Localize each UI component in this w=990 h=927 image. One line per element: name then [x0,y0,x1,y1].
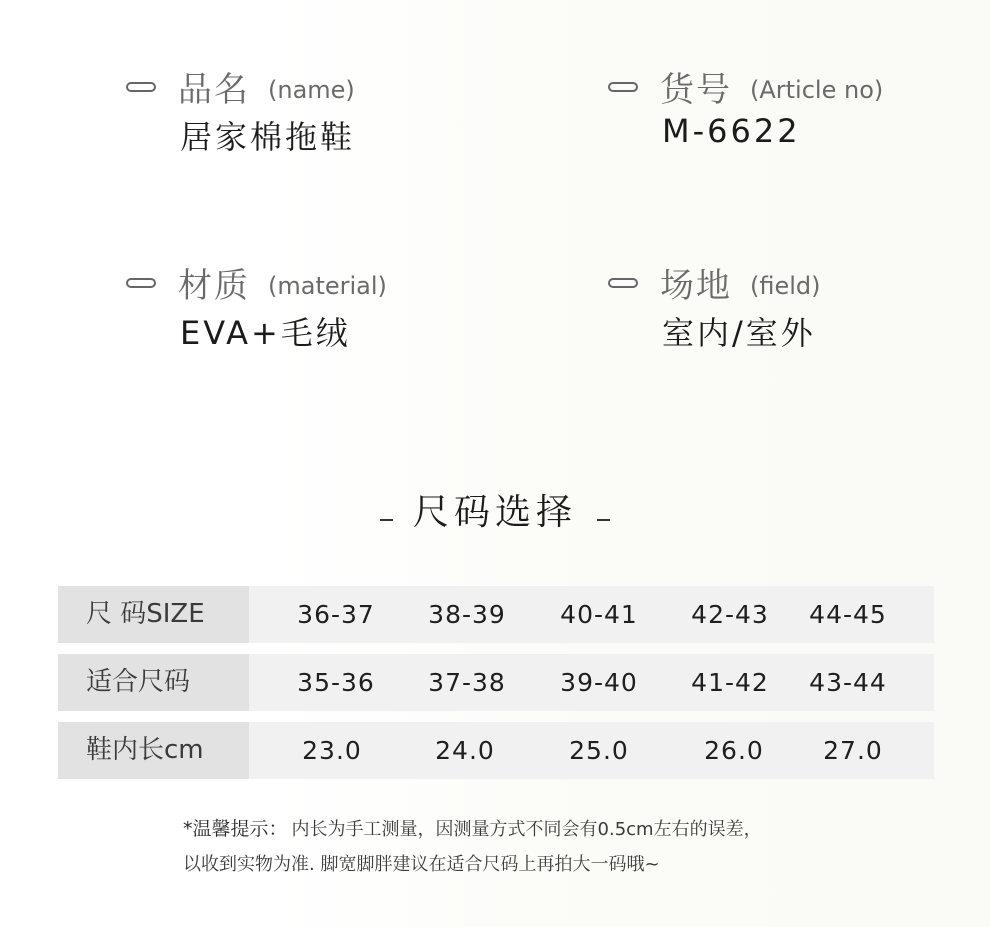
table-cell: 44-45 [809,600,887,629]
size-section-title-text: 尺码选择 [412,492,577,533]
spec-article-label: 货号 [660,70,732,110]
table-cell: 43-44 [809,668,887,697]
spec-article-label-en: (Article no) [750,75,884,104]
table-cell: 42-43 [691,600,769,629]
title-dash-right [597,519,610,521]
row-label-fit: 适合尺码 [58,654,249,711]
size-table [58,586,934,790]
spec-name-header [126,62,355,111]
spec-field-label-en: (field) [750,271,821,300]
table-cell: 27.0 [823,736,883,765]
table-cell: 26.0 [704,736,764,765]
table-cell: 23.0 [302,736,362,765]
spec-article [608,62,884,150]
spec-name-label-en: (name) [268,75,355,104]
spec-name [126,62,356,156]
table-cell: 36-37 [297,600,375,629]
table-cell: 39-40 [560,668,638,697]
size-section-title [0,484,990,535]
size-note-line-1 [183,812,762,847]
table-cell: 35-36 [297,668,375,697]
spec-material-value: EVA+毛绒 [180,314,351,352]
table-cell: 41-42 [691,668,769,697]
size-note-line-1-text: 内长为手工测量，因测量方式不同会有0.5cm左右的误差， [291,819,762,840]
spec-material-label: 材质 [178,266,250,306]
pill-icon [126,278,156,288]
pill-icon [608,278,638,288]
table-cell: 40-41 [560,600,638,629]
table-row-length [58,722,934,779]
table-cell: 24.0 [435,736,495,765]
size-note-lead: *温馨提示： [183,818,288,840]
size-note [183,812,762,882]
spec-material-label-en: (material) [268,271,387,300]
spec-field-label: 场地 [660,266,732,306]
size-note-line-2: 以收到实物为准. 脚宽脚胖建议在适合尺码上再拍大一码哦~ [183,854,660,875]
title-dash-left [380,519,393,521]
pill-icon [126,82,156,92]
table-cell: 25.0 [569,736,629,765]
spec-material-header [126,258,387,307]
spec-field [608,258,821,352]
row-label-size: 尺 码SIZE [58,586,249,643]
spec-field-value: 室内/室外 [662,314,816,352]
spec-article-header [608,62,883,111]
spec-field-header [608,258,821,307]
spec-material [126,258,387,352]
row-label-length: 鞋内长cm [58,722,249,779]
spec-name-value: 居家棉拖鞋 [180,118,356,156]
spec-name-label: 品名 [178,70,250,110]
table-cell: 38-39 [428,600,506,629]
spec-article-value: M-6622 [662,112,801,150]
table-row-fit [58,654,934,711]
pill-icon [608,82,638,92]
table-cell: 37-38 [428,668,506,697]
table-row-size [58,586,934,643]
